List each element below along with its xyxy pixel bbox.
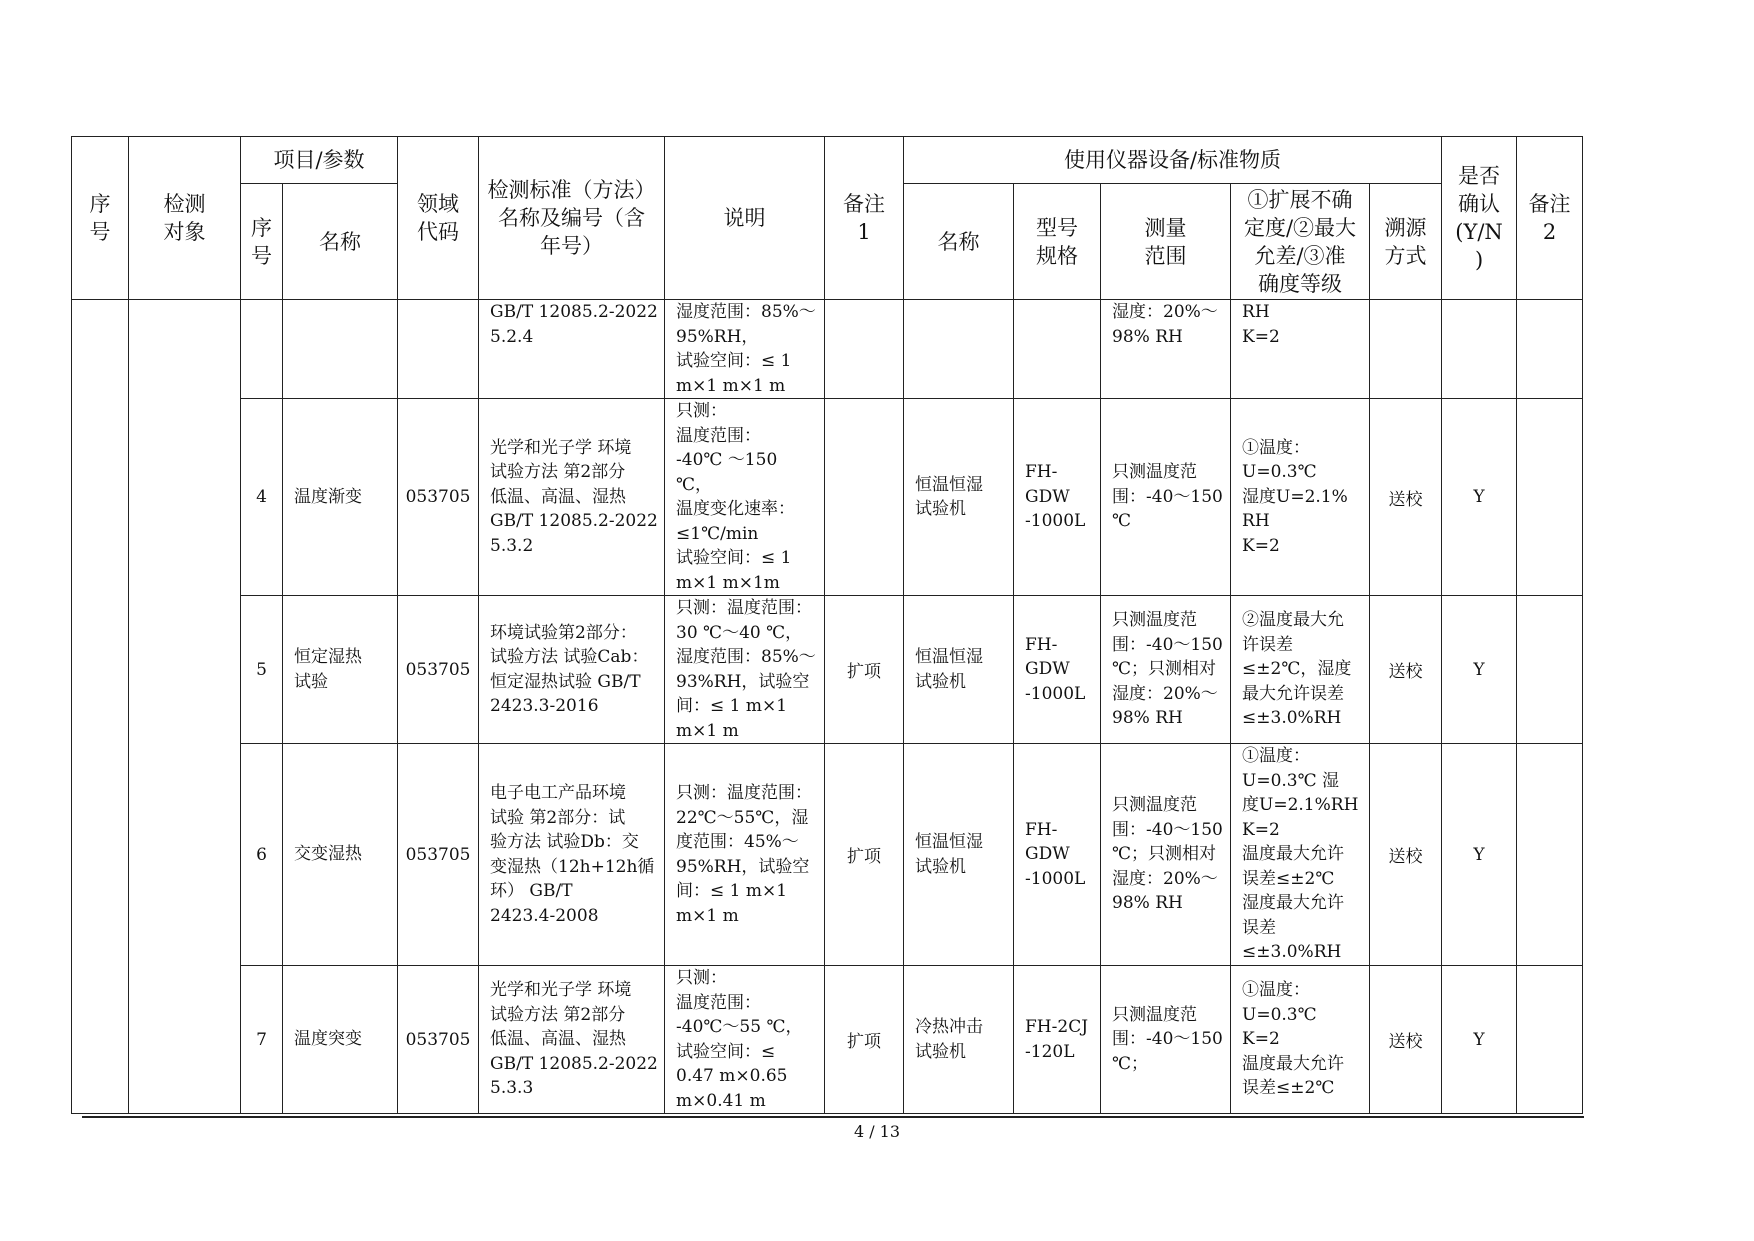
row-code: 053705 bbox=[398, 966, 479, 1114]
header-sub-name: 名称 bbox=[283, 184, 398, 300]
header-note1: 备注 1 bbox=[825, 137, 904, 300]
row-standard: 光学和光子学 环境 试验方法 第2部分 低温、高温、湿热 GB/T 12085.2-2022 5.3.3 bbox=[479, 966, 665, 1114]
row-eq-model: FH-GDW -1000L bbox=[1014, 399, 1101, 596]
row-eq-model: FH-GDW -1000L bbox=[1014, 596, 1101, 744]
row-standard: GB/T 12085.2-2022 5.2.4 bbox=[479, 300, 665, 399]
row-eq-model: FH-2CJ -120L bbox=[1014, 966, 1101, 1114]
row-eq-range: 只测温度范 围：-40～150 ℃；只测相对 湿度：20%～ 98% RH bbox=[1101, 744, 1231, 966]
row-description: 湿度范围：85%～ 95%RH， 试验空间：≤ 1 m×1 m×1 m bbox=[665, 300, 825, 399]
table-row bbox=[72, 966, 1583, 1114]
row-description: 只测： 温度范围： -40℃ ～150 ℃， 温度变化速率： ≤1℃/min 试验空间：≤ 1 m×1 m×1m bbox=[665, 399, 825, 596]
row-seq bbox=[241, 300, 283, 399]
row-eq-name: 恒温恒湿 试验机 bbox=[904, 399, 1014, 596]
row-seq: 6 bbox=[241, 744, 283, 966]
row-eq-model bbox=[1014, 300, 1101, 399]
header-row-1 bbox=[72, 137, 1583, 184]
row-eq-uncertainty: ①温度： U=0.3℃ 湿 度U=2.1%RH K=2 温度最大允许 误差≤±2℃ 湿度最大允许 误差 ≤±3.0%RH bbox=[1231, 744, 1370, 966]
row-name: 温度渐变 bbox=[283, 399, 398, 596]
row-eq-uncertainty: ①温度： U=0.3℃ K=2 温度最大允许 误差≤±2℃ bbox=[1231, 966, 1370, 1114]
footer-divider bbox=[82, 1116, 1584, 1118]
header-seq: 序 号 bbox=[72, 137, 129, 300]
row-seq: 5 bbox=[241, 596, 283, 744]
header-eq-range: 测量 范围 bbox=[1101, 184, 1231, 300]
row-name: 交变湿热 bbox=[283, 744, 398, 966]
row-eq-uncertainty: RH K=2 bbox=[1231, 300, 1370, 399]
row-confirm: Y bbox=[1442, 399, 1517, 596]
row-eq-range: 湿度：20%～ 98% RH bbox=[1101, 300, 1231, 399]
row-description: 只测： 温度范围： -40℃～55 ℃， 试验空间：≤ 0.47 m×0.65 m×0.41 m bbox=[665, 966, 825, 1114]
row-standard: 光学和光子学 环境 试验方法 第2部分 低温、高温、湿热 GB/T 12085.2-2022 5.3.2 bbox=[479, 399, 665, 596]
row-confirm bbox=[1442, 300, 1517, 399]
seq-cell bbox=[72, 300, 129, 1114]
header-eq-model: 型号 规格 bbox=[1014, 184, 1101, 300]
row-seq: 7 bbox=[241, 966, 283, 1114]
row-eq-uncertainty: ②温度最大允 许误差 ≤±2℃，湿度 最大允许误差 ≤±3.0%RH bbox=[1231, 596, 1370, 744]
row-eq-name: 恒温恒湿 试验机 bbox=[904, 596, 1014, 744]
row-code: 053705 bbox=[398, 744, 479, 966]
row-name: 温度突变 bbox=[283, 966, 398, 1114]
row-code: 053705 bbox=[398, 399, 479, 596]
row-description: 只测：温度范围： 30 ℃～40 ℃， 湿度范围：85%～ 93%RH，试验空 间：≤ 1 m×1 m×1 m bbox=[665, 596, 825, 744]
row-code: 053705 bbox=[398, 596, 479, 744]
row-eq-range: 只测温度范 围：-40～150 ℃ bbox=[1101, 399, 1231, 596]
row-eq-range: 只测温度范 围：-40～150 ℃；只测相对 湿度：20%～ 98% RH bbox=[1101, 596, 1231, 744]
row-note1 bbox=[825, 399, 904, 596]
header-eq-trace: 溯源 方式 bbox=[1370, 184, 1442, 300]
header-note2: 备注 2 bbox=[1517, 137, 1583, 300]
table-row bbox=[72, 399, 1583, 596]
row-seq: 4 bbox=[241, 399, 283, 596]
header-standard: 检测标准（方法） 名称及编号（含 年号） bbox=[479, 137, 665, 300]
row-note1: 扩项 bbox=[825, 744, 904, 966]
row-note2 bbox=[1517, 966, 1583, 1114]
row-note2 bbox=[1517, 300, 1583, 399]
page-number: 4 / 13 bbox=[853, 1122, 901, 1141]
row-confirm: Y bbox=[1442, 744, 1517, 966]
header-description: 说明 bbox=[665, 137, 825, 300]
row-note2 bbox=[1517, 744, 1583, 966]
row-standard: 环境试验第2部分： 试验方法 试验Cab： 恒定湿热试验 GB/T 2423.3-2016 bbox=[479, 596, 665, 744]
header-equipment: 使用仪器设备/标准物质 bbox=[904, 137, 1442, 184]
row-confirm: Y bbox=[1442, 966, 1517, 1114]
row-confirm: Y bbox=[1442, 596, 1517, 744]
row-eq-name bbox=[904, 300, 1014, 399]
row-name bbox=[283, 300, 398, 399]
row-code bbox=[398, 300, 479, 399]
header-item-param: 项目/参数 bbox=[241, 137, 398, 184]
row-note1: 扩项 bbox=[825, 966, 904, 1114]
row-eq-range: 只测温度范 围：-40～150 ℃； bbox=[1101, 966, 1231, 1114]
header-confirm: 是否 确认 (Y/N ) bbox=[1442, 137, 1517, 300]
header-sub-seq: 序 号 bbox=[241, 184, 283, 300]
row-eq-trace bbox=[1370, 300, 1442, 399]
row-note2 bbox=[1517, 596, 1583, 744]
header-eq-name: 名称 bbox=[904, 184, 1014, 300]
test-items-table bbox=[71, 136, 1583, 1114]
row-eq-model: FH-GDW -1000L bbox=[1014, 744, 1101, 966]
row-eq-trace: 送校 bbox=[1370, 596, 1442, 744]
row-eq-uncertainty: ①温度： U=0.3℃ 湿度U=2.1% RH K=2 bbox=[1231, 399, 1370, 596]
table-row bbox=[72, 596, 1583, 744]
row-note1 bbox=[825, 300, 904, 399]
row-eq-trace: 送校 bbox=[1370, 399, 1442, 596]
header-eq-uncertainty: ①扩展不确 定度/②最大 允差/③准 确度等级 bbox=[1231, 184, 1370, 300]
row-name: 恒定湿热 试验 bbox=[283, 596, 398, 744]
row-note2 bbox=[1517, 399, 1583, 596]
row-standard: 电子电工产品环境 试验 第2部分：试 验方法 试验Db：交 变湿热（12h+12h循 环） GB/T 2423.4-2008 bbox=[479, 744, 665, 966]
row-note1: 扩项 bbox=[825, 596, 904, 744]
row-description: 只测：温度范围： 22℃～55℃，湿 度范围：45%～ 95%RH，试验空 间：≤ 1 m×1 m×1 m bbox=[665, 744, 825, 966]
header-field-code: 领域 代码 bbox=[398, 137, 479, 300]
header-object: 检测 对象 bbox=[129, 137, 241, 300]
row-eq-trace: 送校 bbox=[1370, 966, 1442, 1114]
row-eq-trace: 送校 bbox=[1370, 744, 1442, 966]
object-cell bbox=[129, 300, 241, 1114]
row-eq-name: 恒温恒湿 试验机 bbox=[904, 744, 1014, 966]
row-eq-name: 冷热冲击 试验机 bbox=[904, 966, 1014, 1114]
table-row bbox=[72, 744, 1583, 966]
table-row bbox=[72, 300, 1583, 399]
